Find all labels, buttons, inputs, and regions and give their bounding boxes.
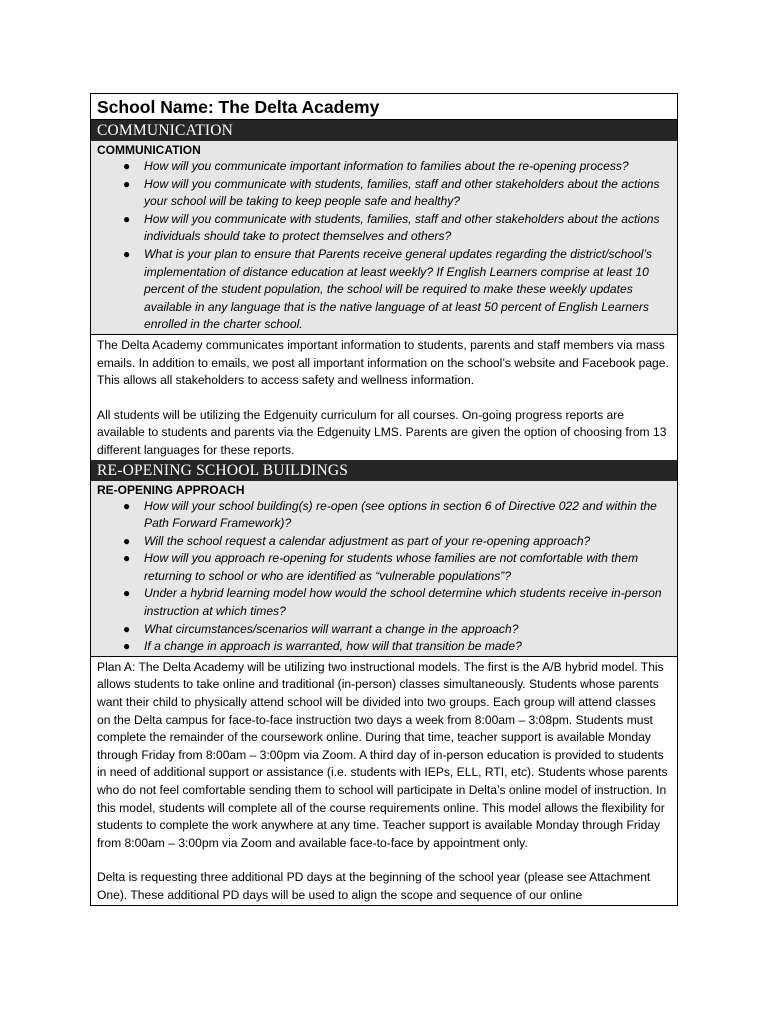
bullet-icon: ● <box>123 533 131 548</box>
response-reopening <box>91 657 677 905</box>
bullet-icon: ● <box>123 639 131 654</box>
question-text: What is your plan to ensure that Parents receive general updates regarding the district/school’s implementation of distance education at least weekly? If English Learners comprise at least 10 percent of the student population, the school will be required to make these weekly updates available in any language that is the native language of at least 50 percent of English Learners enrolled in the charter school. <box>144 246 652 332</box>
prompt-block-reopening <box>91 481 677 657</box>
school-name-heading: School Name: The Delta Academy <box>91 94 677 120</box>
prompt-label: RE-OPENING APPROACH <box>97 482 245 497</box>
question-text: If a change in approach is warranted, how will that transition be made? <box>144 639 522 654</box>
document-table <box>90 93 678 906</box>
question-item <box>97 550 671 585</box>
bullet-icon: ● <box>123 586 131 601</box>
prompt-block-communication <box>91 141 677 335</box>
question-text: What circumstances/scenarios will warrant a change in the approach? <box>144 621 519 636</box>
question-list <box>97 158 671 334</box>
prompt-label: COMMUNICATION <box>97 143 201 157</box>
bullet-icon: ● <box>123 159 131 173</box>
response-communication <box>91 335 677 460</box>
response-paragraph: All students will be utilizing the Edgenuity curriculum for all courses. On-going progress reports are available to students and parents via the Edgenuity LMS. Parents are given the option of choosing from 13 different languages for these reports. <box>97 407 667 457</box>
question-text: How will you communicate important information to families about the re-opening process? <box>144 159 629 173</box>
question-item <box>97 533 671 551</box>
question-text: How will you communicate with students, families, staff and other stakeholders about the actions individuals should take to protect themselves and others? <box>144 211 660 244</box>
question-item <box>97 176 671 211</box>
question-list <box>97 498 671 656</box>
bullet-icon: ● <box>123 246 131 261</box>
question-text: Will the school request a calendar adjustment as part of your re-opening approach? <box>144 533 591 548</box>
question-item <box>97 498 671 533</box>
question-text: How will you communicate with students, families, staff and other stakeholders about the actions your school will be taking to keep people safe and healthy? <box>144 176 660 209</box>
response-paragraph: The Delta Academy communicates important information to students, parents and staff members via mass emails. In addition to emails, we post all important information on the school’s website and Facebook page. This allows all stakeholders to access safety and wellness information. <box>97 337 669 388</box>
question-item <box>97 158 671 176</box>
question-text: How will your school building(s) re-open (see options in section 6 of Directive 022 and within the Path Forward Framework)? <box>144 498 657 531</box>
bullet-icon: ● <box>123 498 131 513</box>
question-text: How will you approach re-opening for students whose families are not comfortable with them returning to school or who are identified as “vulnerable populations”? <box>144 551 639 583</box>
bullet-icon: ● <box>123 551 131 566</box>
section-header-reopening: RE-OPENING SCHOOL BUILDINGS <box>91 460 677 481</box>
question-item <box>97 621 671 639</box>
question-text: Under a hybrid learning model how would the school determine which students receive in-person instruction at which times? <box>144 586 662 619</box>
bullet-icon: ● <box>123 176 131 191</box>
question-item <box>97 246 671 334</box>
question-item <box>97 585 671 620</box>
response-paragraph: Delta is requesting three additional PD days at the beginning of the school year (please see Attachment One). These additional PD days will be used to align the scope and sequence of our online <box>97 870 651 902</box>
section-header-communication: COMMUNICATION <box>91 120 677 141</box>
response-paragraph: Plan A: The Delta Academy will be utilizing two instructional models. The first is the A/B hybrid model. This allows students to take online and traditional (in-person) classes simultaneously. Students whose parents want their child to physically attend school will be divided into two groups. Each group will attend classes on the Delta campus for face-to-face instruction two days a week from 8:00am – 3:08pm. Students must complete the remainder of the coursework online. During that time, teacher support is available Monday through Friday from 8:00am – 3:00pm via Zoom. A third day of in-person education is provided to students in need of additional support or assistance (i.e. students with IEPs, ELL, RTI, etc). Students whose parents who do not feel comfortable sending them to school will participate in Delta’s online model of instruction. In this model, students will complete all of the course requirements online. This model allows the flexibility for students to complete the work anywhere at any time. Teacher support is available Monday through Friday from 8:00am – 3:00pm via Zoom and available face-to-face by appointment only. <box>97 659 668 850</box>
question-item <box>97 211 671 246</box>
bullet-icon: ● <box>123 621 131 636</box>
bullet-icon: ● <box>123 211 131 226</box>
question-item <box>97 638 671 656</box>
